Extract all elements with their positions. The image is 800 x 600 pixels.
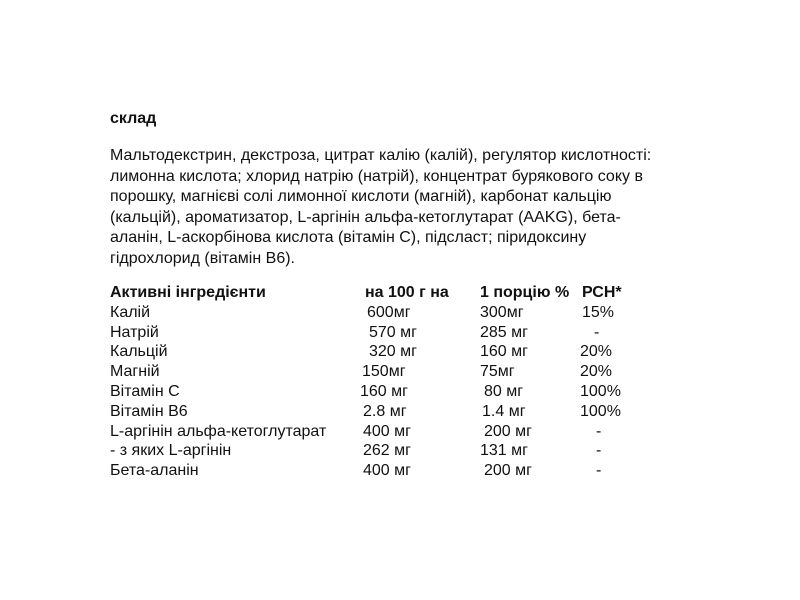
per-portion-cell: 300мг	[480, 303, 524, 321]
ingredients-table	[0, 283, 800, 481]
per-100g-cell: 150мг	[362, 363, 406, 381]
table-row	[0, 422, 800, 442]
header-ingredients: Активні інгредієнти	[110, 284, 266, 301]
per-100g-cell: 400 мг	[363, 462, 411, 480]
per-portion-cell: 131 мг	[480, 442, 528, 460]
table-row	[0, 402, 800, 422]
per-portion-cell: 80 мг	[484, 382, 524, 400]
per-100g-cell: 400 мг	[363, 422, 411, 440]
per-100g-cell: 160 мг	[360, 382, 408, 400]
composition-line: аланін, L-аскорбінова кислота (вітамін С), підсласт; піридоксину	[110, 229, 587, 246]
per-100g-cell: 320 мг	[369, 343, 417, 361]
rsn-cell: -	[594, 323, 600, 341]
rsn-cell: 20%	[580, 363, 613, 381]
rsn-cell: 100%	[580, 382, 621, 400]
per-portion-cell: 75мг	[480, 363, 515, 381]
table-row	[0, 362, 800, 382]
ingredient-name-cell: L-аргінін альфа-кетоглутарат	[110, 422, 327, 440]
table-body	[0, 303, 800, 481]
composition-line: гідрохлорид (вітамін В6).	[110, 249, 295, 267]
ingredient-name-cell: Магній	[110, 363, 160, 381]
section-heading: склад	[110, 110, 157, 127]
per-100g-cell: 570 мг	[369, 323, 417, 341]
rsn-cell: -	[596, 462, 602, 480]
composition-line: (кальцій), ароматизатор, L-аргінін альфа-кетоглутарат (AAKG), бета-	[110, 208, 621, 226]
table-row	[0, 323, 800, 343]
rsn-cell: 100%	[580, 402, 621, 420]
composition-line: Мальтодекстрин, декстроза, цитрат калію (калій), регулятор кислотності:	[110, 147, 652, 164]
table-row	[0, 441, 800, 461]
table-row	[0, 382, 800, 402]
per-portion-cell: 285 мг	[480, 323, 528, 341]
table-row	[0, 342, 800, 362]
table-row	[0, 461, 800, 481]
rsn-cell: -	[596, 422, 602, 440]
rsn-cell: -	[596, 442, 602, 460]
ingredient-name-cell: Кальцій	[110, 343, 168, 361]
composition-line: лимонна кислота; хлорид натрію (натрій), концентрат бурякового соку в	[110, 167, 643, 185]
rsn-cell: 20%	[580, 343, 613, 361]
composition-paragraph	[110, 146, 710, 269]
composition-line: порошку, магнієві солі лимонної кислоти (магній), карбонат кальцію	[110, 188, 612, 205]
ingredient-name-cell: Бета-аланін	[110, 462, 199, 480]
per-portion-cell: 200 мг	[484, 422, 532, 440]
header-per-100g: на 100 г на	[365, 284, 449, 301]
per-100g-cell: 2.8 мг	[363, 402, 407, 420]
ingredient-name-cell: - з яких L-аргінін	[110, 442, 232, 460]
header-per-portion: 1 порцію %	[480, 284, 570, 301]
table-row	[0, 303, 800, 323]
ingredient-name-cell: Калій	[110, 303, 151, 321]
header-rsn: РСН*	[582, 284, 622, 301]
per-portion-cell: 200 мг	[484, 462, 532, 480]
ingredient-name-cell: Натрій	[110, 323, 159, 341]
per-100g-cell: 600мг	[367, 303, 411, 321]
ingredient-name-cell: Вітамін С	[110, 382, 180, 400]
per-100g-cell: 262 мг	[363, 442, 411, 460]
ingredient-name-cell: Вітамін В6	[110, 402, 188, 420]
table-header-row	[0, 283, 800, 303]
per-portion-cell: 160 мг	[480, 343, 528, 361]
rsn-cell: 15%	[582, 303, 615, 321]
per-portion-cell: 1.4 мг	[482, 402, 526, 420]
